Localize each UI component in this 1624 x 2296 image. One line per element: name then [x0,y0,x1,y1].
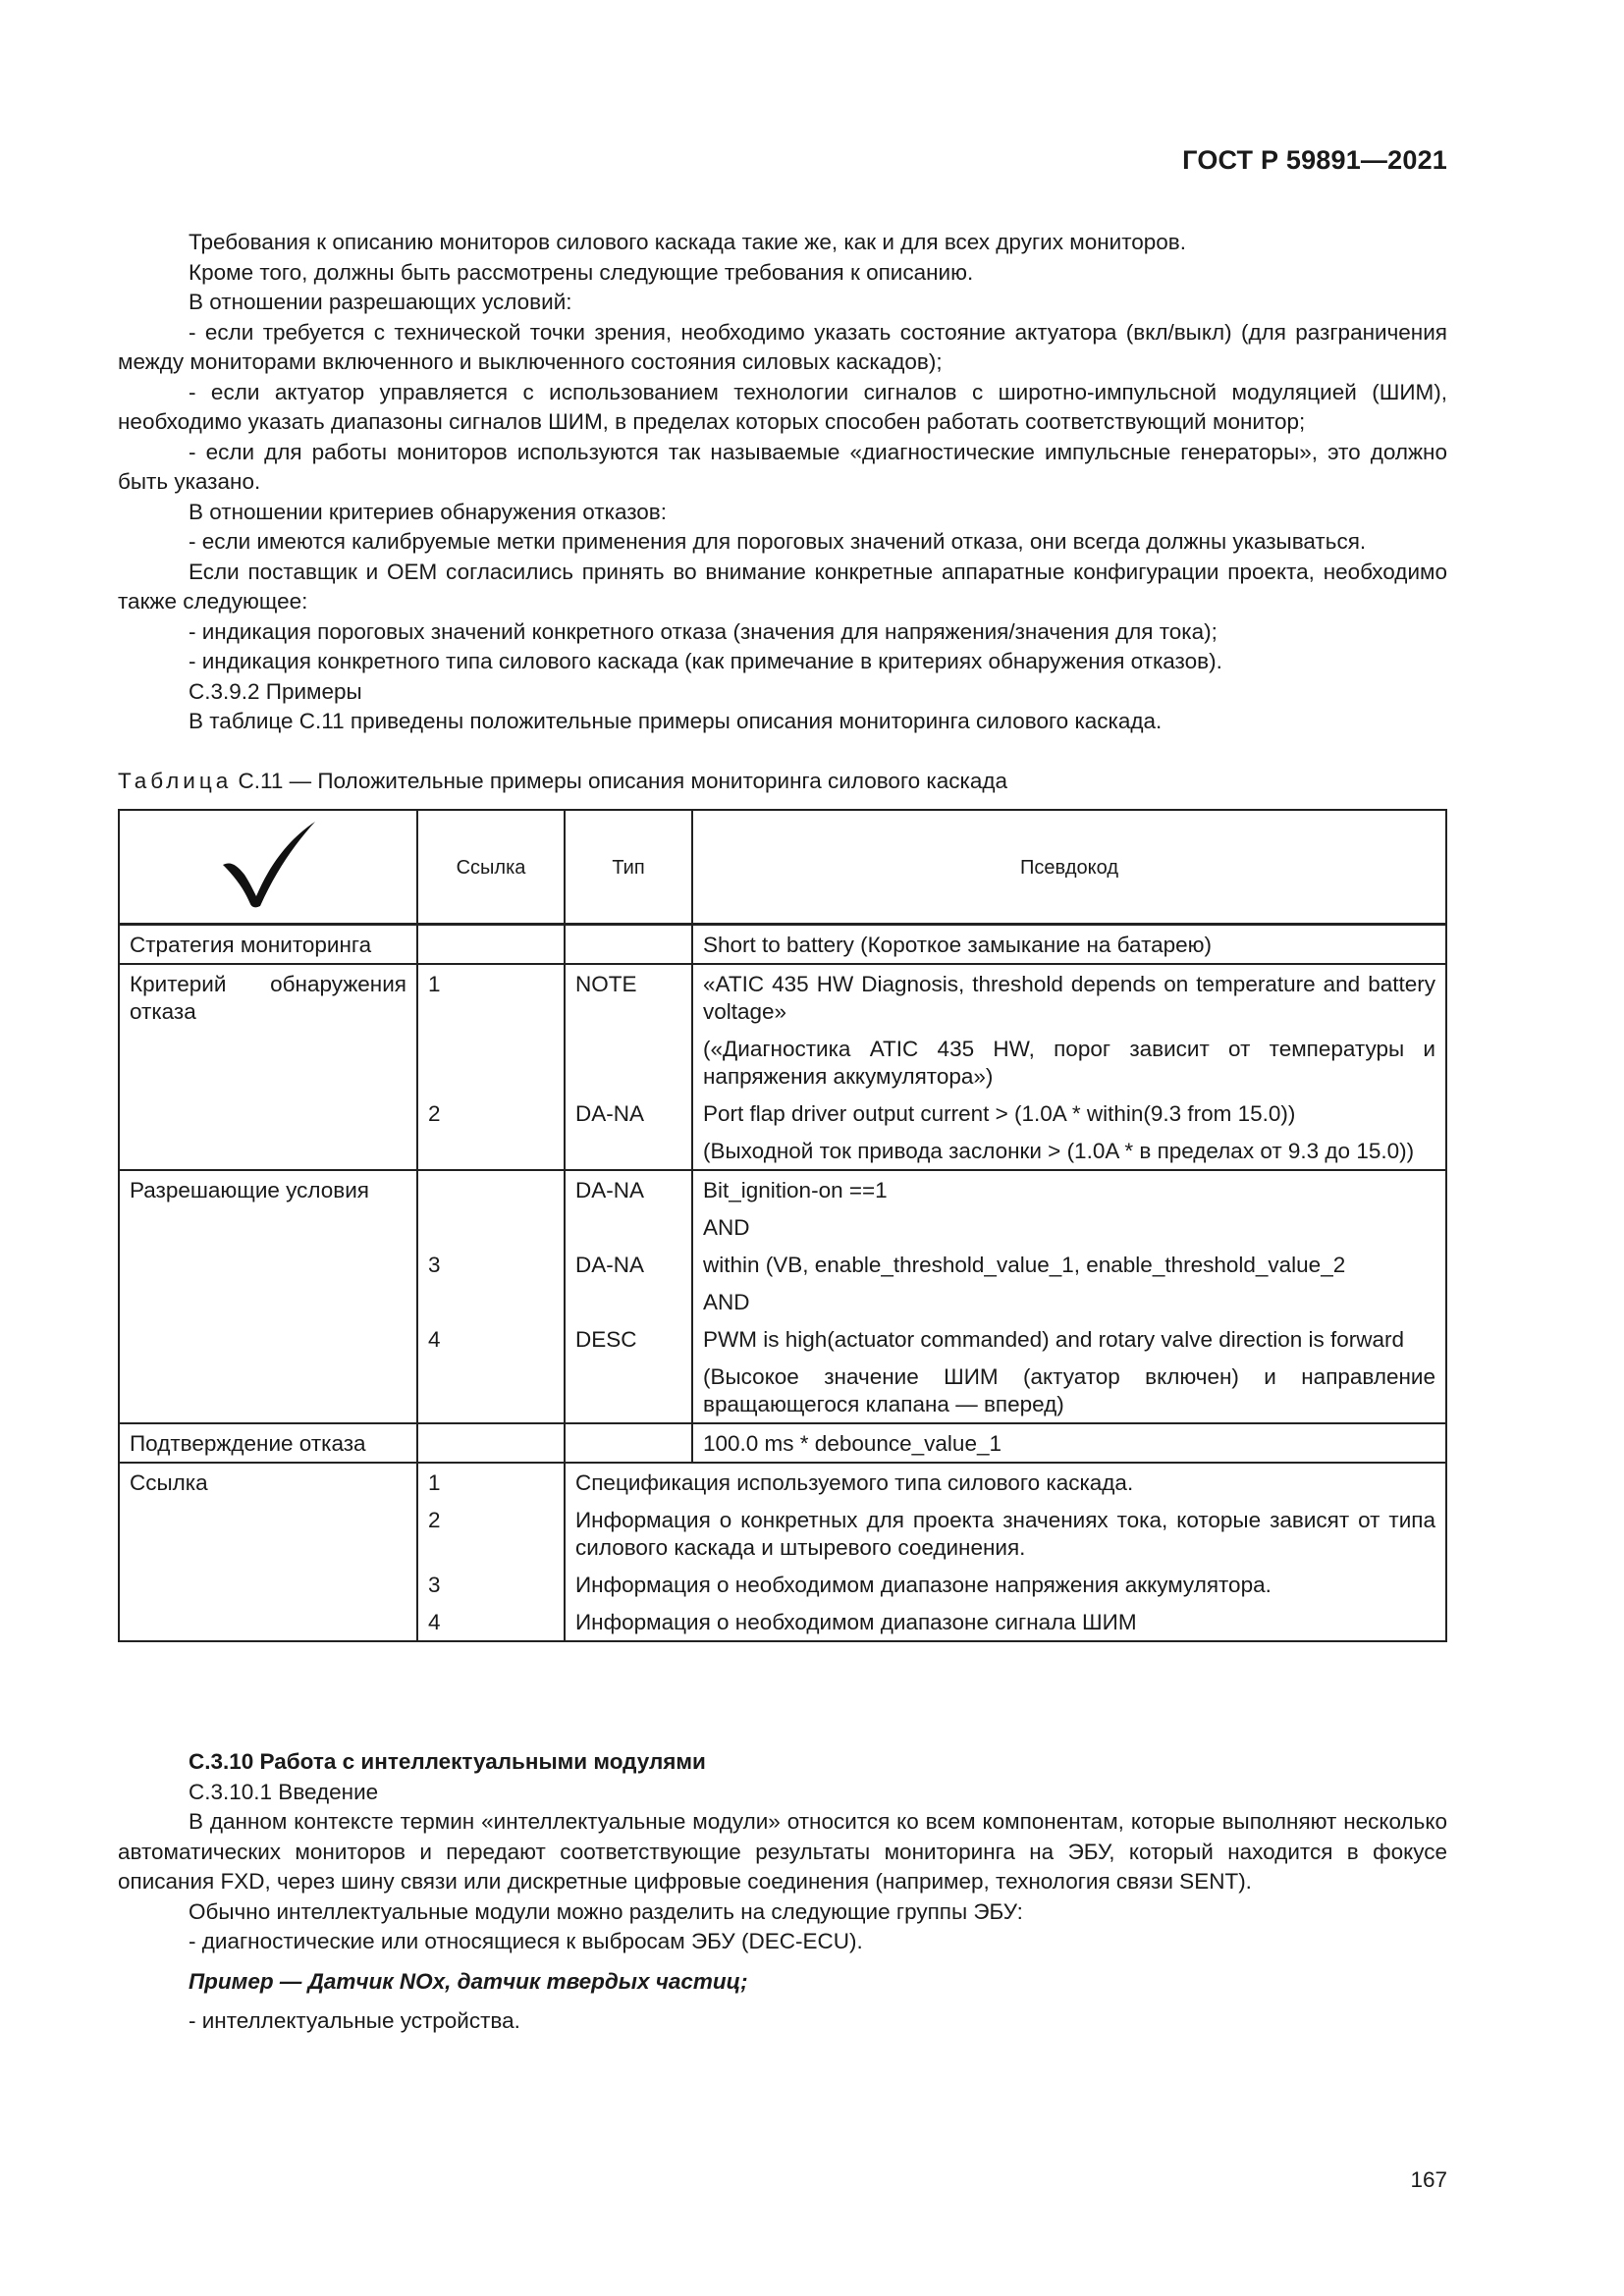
paragraph: - интеллектуальные устройства. [189,2008,520,2033]
pseudocode-cell: Port flap driver output current > (1.0A * within(9.3 from 15.0)) [692,1095,1446,1132]
paragraph: В отношении разрешающих условий: [189,290,572,314]
row-label: Критерий обнаружения отказа [119,964,417,1170]
type-cell: DA-NA [565,1095,692,1132]
pseudocode-cell: («Диагностика ATIC 435 HW, порог зависит от температуры и напряжения аккумулятора») [692,1030,1446,1095]
pseudocode-cell: AND [692,1283,1446,1320]
type-cell: NOTE [565,964,692,1030]
section-body [118,1747,1447,2037]
row-label: Ссылка [119,1463,417,1641]
ref-cell: 4 [417,1320,565,1358]
ref-cell: 3 [417,1246,565,1283]
ref-cell: 2 [417,1501,565,1566]
reference-text: Информация о конкретных для проекта значениях тока, которые зависят от типа силового каскада и штыревого соединения. [565,1501,1446,1566]
type-cell: DA-NA [565,1246,692,1283]
row-label: Подтверждение отказа [119,1423,417,1463]
type-cell: DA-NA [565,1170,692,1208]
paragraph: - если актуатор управляется с использованием технологии сигналов с широтно-импульсной модуляцией (ШИМ), необходимо указать диапазоны сигналов ШИМ, в пределах которых способен работать соответствующий монитор; [118,379,1447,434]
pseudocode-cell: AND [692,1208,1446,1246]
paragraph: - диагностические или относящиеся к выбросам ЭБУ (DEC-ECU). [189,1929,863,1953]
paragraph: Если поставщик и OEM согласились принять во внимание конкретные аппаратные конфигурации проекта, необходимо также следующее: [118,559,1447,614]
ref-cell: 2 [417,1095,565,1132]
reference-text: Спецификация используемого типа силового каскада. [565,1463,1446,1501]
paragraph: - индикация пороговых значений конкретного отказа (значения для напряжения/значения для тока); [189,618,1218,644]
subsection-heading: С.3.10.1 Введение [189,1779,379,1804]
ref-cell: 4 [417,1603,565,1641]
example-note: Пример — Датчик NOx, датчик твердых частиц; [189,1968,748,1994]
row-label: Стратегия мониторинга [119,925,417,965]
reference-text: Информация о необходимом диапазоне напряжения аккумулятора. [565,1566,1446,1603]
header-type: Тип [565,810,692,925]
checkmark-cell [119,810,417,925]
reference-text: Информация о необходимом диапазоне сигнала ШИМ [565,1603,1446,1641]
paragraph: В отношении критериев обнаружения отказов: [189,499,667,524]
table-caption-text: С.11 — Положительные примеры описания мониторинга силового каскада [238,769,1008,793]
paragraph: Кроме того, должны быть рассмотрены следующие требования к описанию. [189,259,974,285]
pseudocode-cell: (Выходной ток привода заслонки > (1.0A * в пределах от 9.3 до 15.0)) [692,1132,1446,1170]
subsection-heading: С.3.9.2 Примеры [189,678,362,704]
paragraph: - если имеются калибруемые метки применения для пороговых значений отказа, они всегда должны указываться. [189,529,1367,554]
page-number: 167 [1410,2167,1447,2192]
table-caption-prefix: Таблица [118,769,233,793]
paragraph: Обычно интеллектуальные модули можно разделить на следующие группы ЭБУ: [189,1898,1023,1924]
body-text [118,228,1447,737]
pseudocode-cell: within (VB, enable_threshold_value_1, enable_threshold_value_2 [692,1246,1446,1283]
row-label: Разрешающие условия [119,1170,417,1423]
examples-table [118,809,1447,1642]
paragraph: Требования к описанию мониторов силового каскада такие же, как и для всех других мониторов. [189,230,1186,254]
pseudocode-cell: Bit_ignition-on ==1 [692,1170,1446,1208]
pseudocode-cell: Short to battery (Короткое замыкание на батарею) [692,925,1446,965]
paragraph: - если требуется с технической точки зрения, необходимо указать состояние актуатора (вкл/выкл) (для разграничения между мониторами включенного и выключенного состояния силовых каскадов); [118,319,1447,374]
section-title: С.3.10 Работа с интеллектуальными модулями [189,1749,706,1774]
standard-designation: ГОСТ Р 59891—2021 [1182,145,1447,175]
header-ref: Ссылка [417,810,565,925]
pseudocode-cell: 100.0 ms * debounce_value_1 [692,1423,1446,1463]
paragraph: В таблице С.11 приведены положительные примеры описания мониторинга силового каскада. [189,709,1163,733]
paragraph: - если для работы мониторов используются так называемые «диагностические импульсные генераторы», это должно быть указано. [118,439,1447,494]
ref-cell: 1 [417,1463,565,1501]
header-pseudocode: Псевдокод [692,810,1446,925]
pseudocode-cell: (Высокое значение ШИМ (актуатор включен) и направление вращающегося клапана — вперед) [692,1358,1446,1423]
ref-cell: 1 [417,964,565,1030]
paragraph: - индикация конкретного типа силового каскада (как примечание в критериях обнаружения отказов). [189,649,1222,673]
paragraph: В данном контексте термин «интеллектуальные модули» относится ко всем компонентам, которые выполняют несколько автоматических мониторов и передают соответствующие результаты мониторинга на ЭБУ, который находится в фокусе описания FXD, через шину связи или дискретные цифровые соединения (например, технология связи SENT). [118,1809,1447,1894]
type-cell: DESC [565,1320,692,1358]
ref-cell: 3 [417,1566,565,1603]
pseudocode-cell: PWM is high(actuator commanded) and rotary valve direction is forward [692,1320,1446,1358]
table-caption [118,769,1007,794]
pseudocode-cell: «ATIC 435 HW Diagnosis, threshold depends on temperature and battery voltage» [692,964,1446,1030]
checkmark-icon [217,818,319,910]
